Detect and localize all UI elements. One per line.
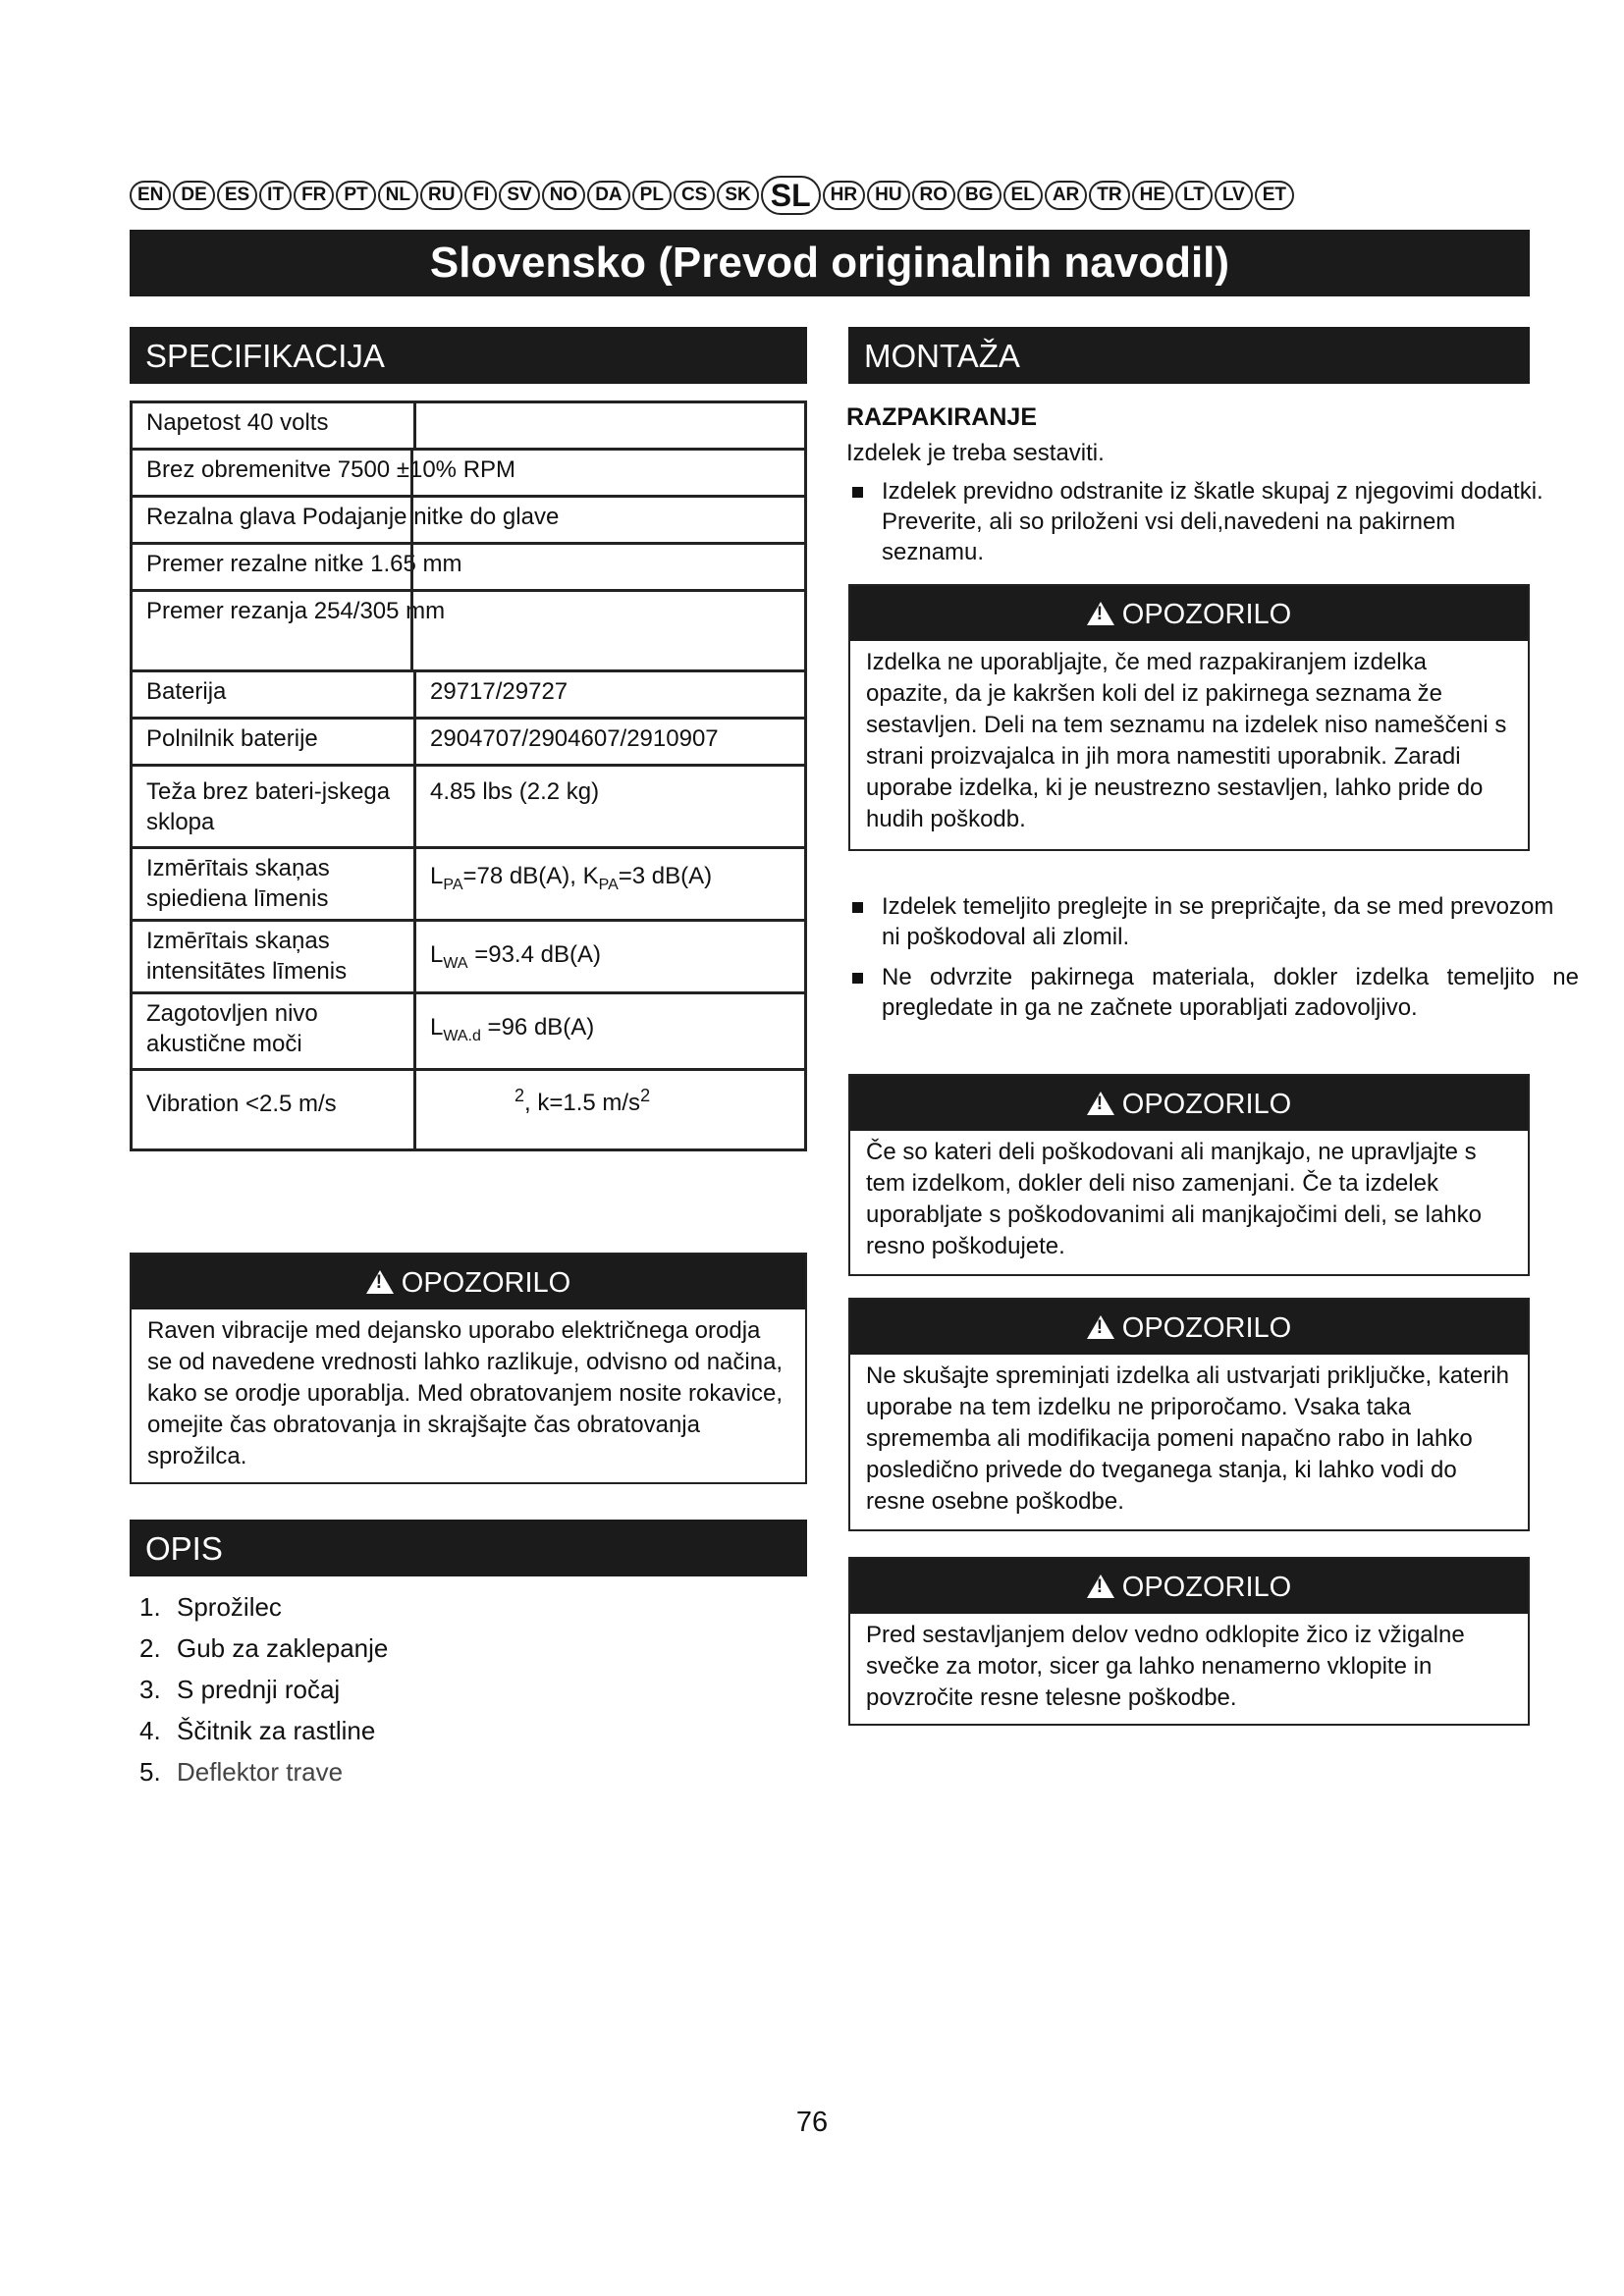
spec-value: 4.85 lbs (2.2 kg) (415, 766, 806, 848)
language-badge-en: EN (130, 181, 171, 210)
warning-icon (366, 1270, 394, 1294)
warning-header: !OPOZORILO (132, 1255, 805, 1309)
spec-cell (132, 591, 806, 671)
table-row (132, 719, 806, 766)
list-item: 4. Ščitnik za rastline (139, 1716, 376, 1745)
language-badge-ar: AR (1045, 181, 1087, 210)
warning-box (848, 1557, 1530, 1726)
language-badge-lv: LV (1215, 181, 1253, 210)
spec-cell (132, 450, 806, 497)
table-row (132, 921, 806, 993)
vibration-warning (130, 1253, 807, 1484)
unpacking-intro: Izdelek je treba sestaviti. (846, 440, 1105, 466)
table-row (132, 497, 806, 544)
spec-text: Premer rezalne nitke 1.65 mm (146, 551, 462, 577)
warning-text: Izdelka ne uporabljajte, če med razpakiranjem izdelka opazite, da je kakršen koli del iz pakirnega seznama že sestavljen. Deli na tem seznamu na izdelek niso nameščeni s strani proizvajalca in jih mora namestiti uporabnik. Zaradi uporabe izdelka, ki je neustrezno sestavljen, lahko pride do hudih poškodb. (866, 649, 1507, 832)
spec-cell (132, 497, 806, 544)
page-number: 76 (795, 2107, 829, 2138)
table-row (132, 591, 806, 671)
spec-value: 2904707/2904607/2910907 (415, 719, 806, 766)
table-row (132, 1070, 806, 1150)
table-row (132, 402, 806, 450)
language-badge-da: DA (587, 181, 629, 210)
warning-text: Pred sestavljanjem delov vedno odklopite žico iz vžigalne svečke za motor, sicer ga lahko nenamerno vklopite in povzročite resne telesne poškodbe. (866, 1622, 1465, 1711)
warning-text: Če so kateri deli poškodovani ali manjkajo, ne upravljajte s tem izdelkom, dokler deli niso zamenjani. Če ta izdelek uporabljate s poškodovanimi ali manjkajočimi deli, se lahko resno poškodujete. (866, 1139, 1482, 1259)
spec-label: Izmērītais skaņas spiediena līmenis (132, 848, 415, 921)
list-item: 5. Deflektor trave (139, 1757, 344, 1787)
spec-value: $L_{WA.d} =96$ dB(A) (415, 993, 806, 1070)
language-badge-tr: TR (1089, 181, 1129, 210)
language-badge-ru: RU (420, 181, 462, 210)
language-badge-hu: HU (867, 181, 909, 210)
spec-label: Teža brez bateri-jskega sklopa (132, 766, 415, 848)
language-badge-nl: NL (378, 181, 418, 210)
language-badge-it: IT (259, 181, 292, 210)
spec-text: Brez obremenitve 7500 ±10% RPM (146, 456, 516, 483)
spec-label: Vibration <2.5 m/s (132, 1070, 415, 1150)
table-row (132, 848, 806, 921)
spec-label: Polnilnik baterije (132, 719, 415, 766)
language-badge-sl: SL (761, 176, 821, 215)
spec-label: Zagotovljen nivo akustične moči (132, 993, 415, 1070)
warning-header: !OPOZORILO (850, 586, 1528, 641)
language-badge-et: ET (1255, 181, 1294, 210)
opis-heading: OPIS (130, 1520, 807, 1576)
spec-value: $^2$, k=1.5 $m/s^2$ (415, 1070, 806, 1150)
warning-box (848, 1074, 1530, 1276)
unpacking-subheading: RAZPAKIRANJE (846, 403, 1037, 431)
language-badge-sv: SV (499, 181, 539, 210)
spec-label: Baterija (132, 671, 415, 719)
warning-box (848, 1298, 1530, 1531)
warning-icon (1087, 602, 1114, 625)
language-badge-he: HE (1132, 181, 1173, 210)
spec-cell (132, 544, 806, 591)
warning-icon (1087, 1575, 1114, 1598)
bullet-item: Izdelek temeljito preglejte in se prepričajte, da se med prevozom ni poškodoval ali zlomil. (844, 891, 1561, 952)
list-item: 2. Gub za zaklepanje (139, 1633, 389, 1663)
list-item: 1. Sprožilec (139, 1592, 282, 1622)
warning-box (848, 584, 1530, 851)
language-badge-hr: HR (823, 181, 865, 210)
bullet-item: Izdelek previdno odstranite iz škatle skupaj z njegovimi dodatki. Preverite, ali so priloženi vsi deli,navedeni na pakirnem seznamu. (844, 476, 1561, 567)
list-item: 3. S prednji ročaj (139, 1675, 341, 1704)
spec-heading: SPECIFIKACIJA (130, 327, 807, 384)
table-row (132, 544, 806, 591)
language-badge-bg: BG (957, 181, 1001, 210)
table-row (132, 766, 806, 848)
opis-list (139, 1586, 388, 1792)
spec-value: $L_{WA} =93.4$ dB(A) (415, 921, 806, 993)
spec-cell-empty (415, 402, 806, 450)
warning-icon (1087, 1092, 1114, 1115)
table-row (132, 993, 806, 1070)
language-badge-ro: RO (912, 181, 956, 210)
table-row (132, 450, 806, 497)
spec-cell: Napetost 40 volts (132, 402, 415, 450)
language-badge-lt: LT (1175, 181, 1213, 210)
language-badge-cs: CS (674, 181, 715, 210)
warning-text: Ne skušajte spreminjati izdelka ali ustvarjati priključke, katerih uporabe na tem izdelku ne priporočamo. Vsaka taka sprememba ali modifikacija pomeni napačno rabo in lahko posledično privede do tveganega stanja, ki lahko vodi do resne osebne poškodbe. (866, 1362, 1509, 1515)
language-badge-fi: FI (464, 181, 497, 210)
spec-label: Izmērītais skaņas intensitātes līmenis (132, 921, 415, 993)
language-badge-fr: FR (294, 181, 334, 210)
spec-table (130, 400, 807, 1151)
warning-text: Raven vibracije med dejansko uporabo električnega orodja se od navedene vrednosti lahko razlikuje, odvisno od načina, kako se orodje uporablja. Med obratovanjem nosite rokavice, omejite čas obratovanja in skrajšajte čas obratovanja sprožilca. (147, 1317, 784, 1469)
spec-value: $L_{PA}=78$ dB(A), $K_{PA}=3$ dB(A) (415, 848, 806, 921)
language-badge-el: EL (1003, 181, 1043, 210)
language-badge-pl: PL (632, 181, 672, 210)
language-badge-de: DE (173, 181, 214, 210)
language-badge-pt: PT (336, 181, 375, 210)
language-badge-sk: SK (717, 181, 758, 210)
page-title: Slovensko (Prevod originalnih navodil) (130, 230, 1530, 296)
spec-value: 29717/29727 (415, 671, 806, 719)
warning-icon (1087, 1315, 1114, 1339)
language-badge-no: NO (542, 181, 586, 210)
language-bar (130, 176, 1489, 215)
warning-header: !OPOZORILO (850, 1076, 1528, 1131)
table-row (132, 671, 806, 719)
language-badge-es: ES (217, 181, 257, 210)
spec-text: Premer rezanja 254/305 mm (146, 598, 446, 624)
montaza-heading: MONTAŽA (848, 327, 1530, 384)
bullet-item: Ne odvrzite pakirnega materiala, dokler izdelka temeljito ne pregledate in ga ne začnete uporabljati zadovoljivo. (844, 962, 1579, 1023)
warning-header: !OPOZORILO (850, 1559, 1528, 1614)
spec-text: Rezalna glava Podajanje nitke do glave (146, 504, 560, 530)
warning-header: !OPOZORILO (850, 1300, 1528, 1355)
